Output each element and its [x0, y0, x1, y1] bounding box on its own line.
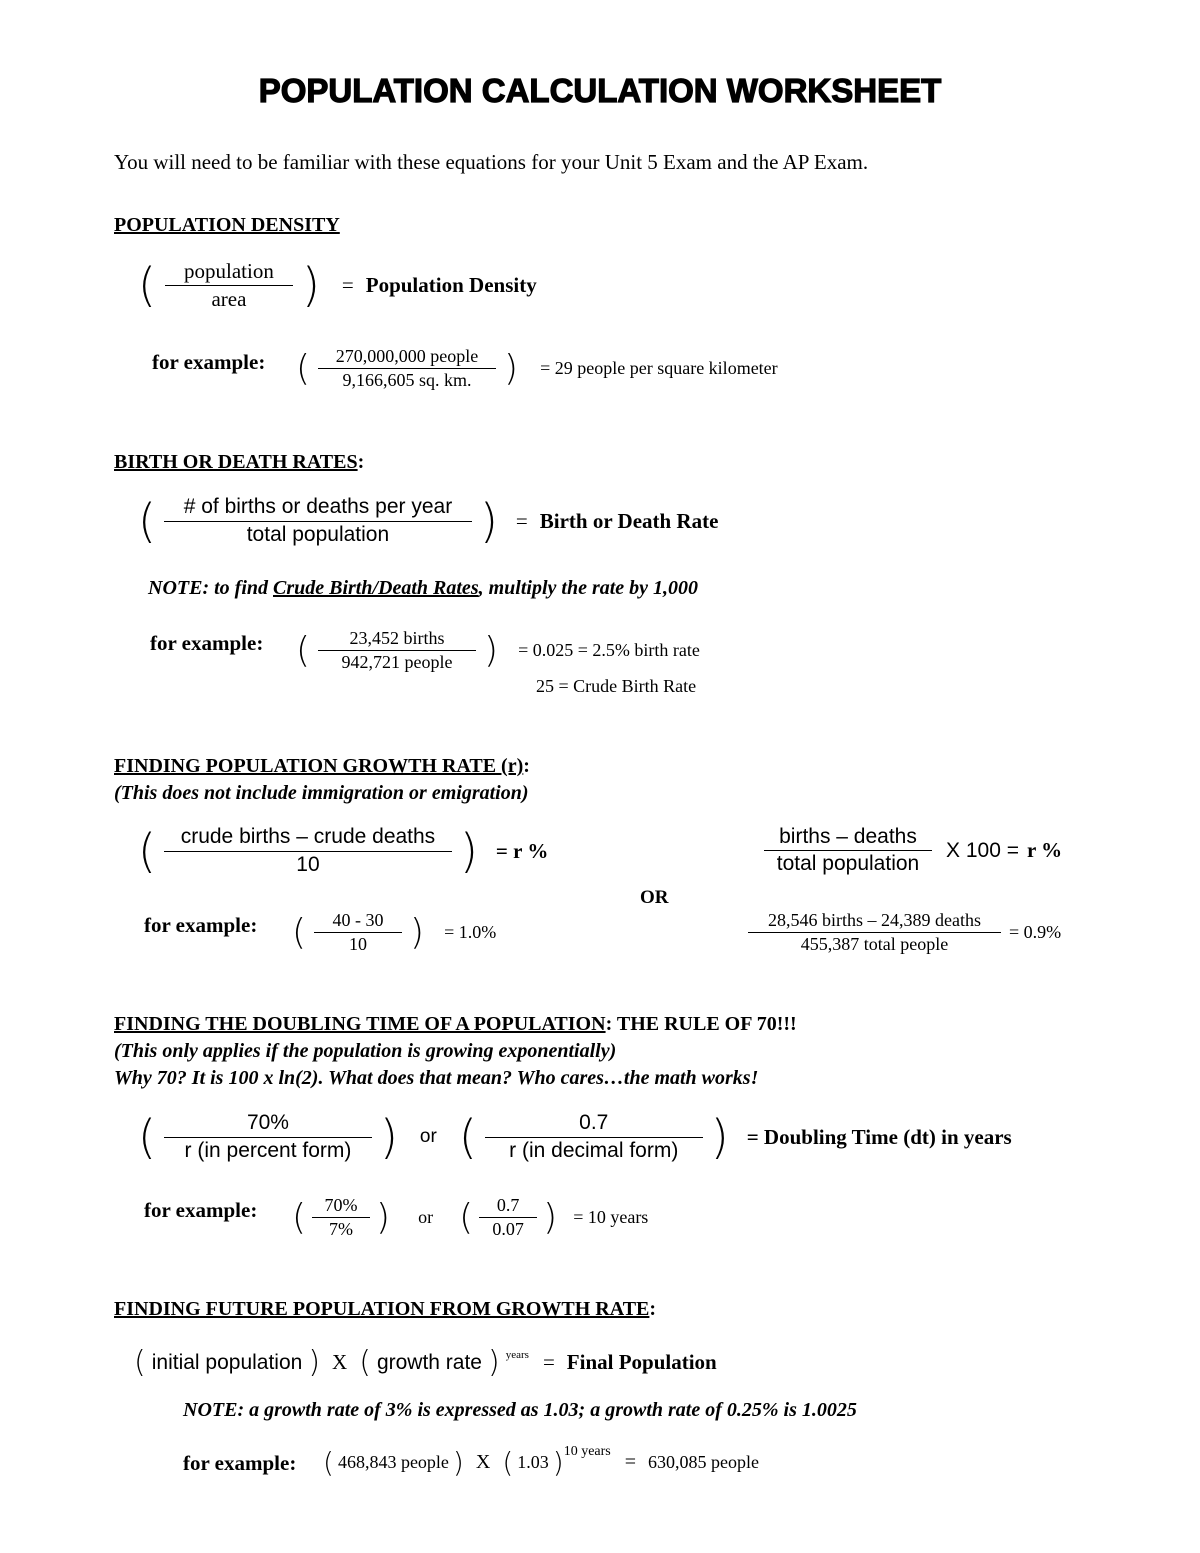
doubling-example-denominator-1: 7%: [329, 1218, 354, 1239]
density-example: ( $\frac{\text{270,000,000 people}}{9,166,605 sq. km.}$ ) = 29 people per square kilometer: [296, 346, 778, 390]
doubling-subnote-2: Why 70? It is 100 x ln(2). What does that mean? Who cares…the math works!: [114, 1067, 759, 1089]
rates-note: NOTE: to find Crude Birth/Death Rates, multiply the rate by 1,000: [148, 577, 699, 599]
growth-example-denominator: 10: [349, 933, 368, 954]
growth-alt-example-result: = 0.9%: [1009, 921, 1062, 942]
future-initial-population: initial population: [151, 1350, 303, 1374]
rates-heading-colon: :: [357, 451, 365, 473]
future-times: X: [332, 1350, 348, 1374]
future-note: NOTE: a growth rate of 3% is expressed as 1.03; a growth rate of 0.25% is 1.0025: [183, 1399, 857, 1421]
future-example-equals: =: [624, 1451, 637, 1473]
density-example-label: for example:: [152, 350, 266, 374]
rates-example-label: for example:: [150, 631, 264, 655]
rates-heading-wrap: [114, 451, 364, 474]
rates-note-underlined: Crude Birth/Death Rates: [273, 577, 479, 599]
growth-formula: ( $\frac{\text{crude births – crude deaths}}{10}$ ) = r %: [138, 824, 549, 878]
rates-example-result-2: 25 = Crude Birth Rate: [536, 676, 697, 696]
growth-subnote: (This does not include immigration or emigration): [114, 782, 529, 804]
growth-alt-example: [748, 909, 1061, 955]
growth-alt-multiplier: X 100 =: [946, 838, 1019, 862]
growth-alt-example-denominator: 455,387 total people: [800, 933, 949, 954]
rates-denominator: total population: [246, 522, 390, 546]
doubling-subnote-1: (This only applies if the population is growing exponentially): [114, 1040, 617, 1062]
growth-numerator: crude births – crude deaths: [164, 824, 452, 851]
growth-alt-example-numerator: 28,546 births – 24,389 deaths: [748, 909, 1001, 933]
rates-equals: =: [515, 508, 528, 533]
future-example-result: 630,085 people: [648, 1452, 759, 1472]
future-equals: =: [542, 1350, 555, 1374]
future-example-exponent: 10 years: [563, 1444, 611, 1459]
future-heading-wrap: FINDING FUTURE POPULATION FROM GROWTH RATE:: [114, 1298, 657, 1320]
doubling-heading-tail: : THE RULE OF 70!!!: [605, 1013, 797, 1035]
doubling-example-numerator-2: 0.7: [479, 1194, 537, 1218]
rates-example-denominator: 942,721 people: [341, 651, 453, 672]
rates-example-numerator: 23,452 births: [318, 627, 476, 651]
growth-example: ( $\frac{40 - 30}{10}$ ) = 1.0%: [292, 910, 497, 954]
density-example-denominator: 9,166,605 sq. km.: [342, 369, 472, 390]
future-example: ( 468,843 people ) X ( 1.03 ) 10 years = 630,085 people: [323, 1444, 759, 1479]
growth-alt-formula: [764, 824, 1062, 878]
doubling-example-numerator-1: 70%: [312, 1194, 370, 1218]
density-formula: ( $\frac{\text{population}}{\text{area}}$ ) = Population Density: [138, 258, 537, 312]
doubling-denominator-2: r (in decimal form): [509, 1138, 679, 1162]
rates-example-result: = 0.025 = 2.5% birth rate: [518, 639, 700, 660]
growth-denominator: 10: [296, 852, 320, 876]
doubling-example: ( $\frac{70\%}{7\%}$ ) or ( $\frac{0.7}{0.07}$ ) = 10 years: [292, 1195, 649, 1239]
future-growth-rate: growth rate: [376, 1350, 482, 1374]
future-example-times: X: [475, 1451, 491, 1473]
doubling-or: or: [419, 1126, 437, 1147]
rates-result: Birth or Death Rate: [539, 508, 719, 533]
density-equals: =: [341, 272, 354, 297]
density-example-numerator: 270,000,000 people: [318, 345, 496, 369]
density-result: Population Density: [365, 272, 537, 297]
doubling-numerator-1: 70%: [164, 1110, 372, 1137]
future-formula: ( initial population ) X ( growth rate ) years = Final Population: [134, 1345, 717, 1380]
future-example-initial: 468,843 people: [337, 1452, 449, 1472]
doubling-numerator-2: 0.7: [485, 1110, 703, 1137]
doubling-result: = Doubling Time (dt) in years: [746, 1124, 1012, 1149]
growth-example-result: = 1.0%: [444, 921, 497, 942]
rates-example: ( $\frac{\text{23,452 births}}{\text{942,721 people}}$ ) = 0.025 = 2.5% birth rate: [296, 628, 700, 672]
growth-heading-wrap: FINDING POPULATION GROWTH RATE (r):: [114, 755, 530, 777]
rates-numerator: # of births or deaths per year: [164, 494, 472, 521]
growth-alt-numerator: births – deaths: [764, 824, 932, 851]
future-heading: FINDING FUTURE POPULATION FROM GROWTH RATE: [114, 1298, 650, 1320]
rates-heading: BIRTH OR DEATH RATES: [114, 451, 358, 473]
growth-alt-result: r %: [1026, 838, 1063, 863]
growth-example-numerator: 40 - 30: [314, 909, 402, 933]
growth-or: OR: [640, 887, 669, 908]
density-fraction: [164, 258, 294, 312]
doubling-example-denominator-2: 0.07: [492, 1218, 524, 1239]
doubling-formula: ( $\frac{70\%}{\text{r (in percent form)}}$ ) or ( $\frac{0.7}{\text{r (in decimal form)}}$ ) = Doubling Time (dt) in years: [138, 1110, 1012, 1164]
rates-formula: ( $\frac{\text{\# of births or deaths per year}}{\text{total population}}$ ) = Birth or Death Rate: [138, 494, 719, 548]
doubling-denominator-1: r (in percent form): [184, 1138, 352, 1162]
density-example-result: = 29 people per square kilometer: [540, 357, 778, 378]
growth-alt-denominator: total population: [776, 852, 920, 876]
doubling-heading-wrap: [114, 1013, 797, 1036]
future-example-label: for example:: [183, 1451, 297, 1475]
intro-text: You will need to be familiar with these equations for your Unit 5 Exam and the AP Exam.: [114, 150, 869, 174]
density-denominator: area: [211, 286, 247, 311]
growth-heading: FINDING POPULATION GROWTH RATE (r): [114, 755, 524, 777]
density-heading: POPULATION DENSITY: [114, 214, 340, 236]
doubling-example-or: or: [418, 1206, 434, 1227]
doubling-example-result: = 10 years: [573, 1206, 649, 1227]
doubling-heading: FINDING THE DOUBLING TIME OF A POPULATION: [114, 1013, 606, 1035]
future-exponent: years: [505, 1349, 529, 1361]
future-result: Final Population: [566, 1350, 717, 1374]
future-example-rate: 1.03: [517, 1452, 549, 1472]
growth-result: = r %: [495, 838, 549, 863]
growth-example-label: for example:: [144, 913, 258, 937]
page-title: POPULATION CALCULATION WORKSHEET: [258, 72, 942, 109]
doubling-example-label: for example:: [144, 1198, 258, 1222]
density-numerator: population: [165, 258, 293, 285]
